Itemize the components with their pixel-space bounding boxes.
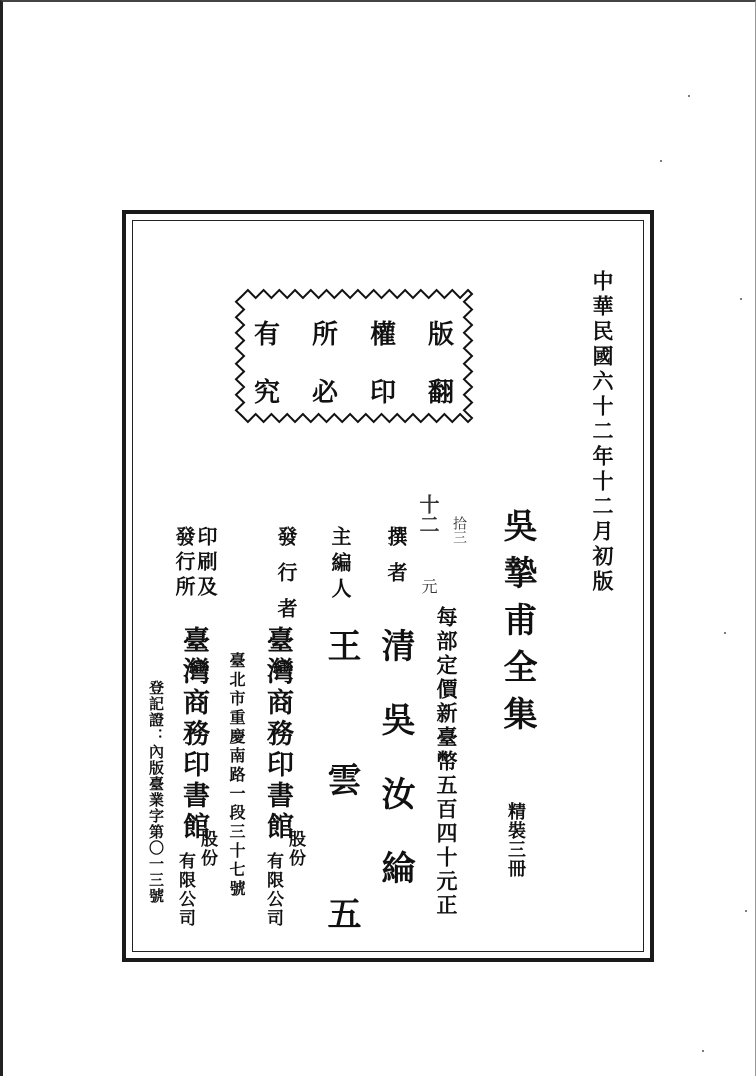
handwritten-note: 元	[419, 578, 438, 594]
stamp-row-bottom	[254, 372, 454, 409]
stamp-char: 必	[311, 378, 338, 408]
publisher-suffix-top: 股份	[285, 830, 305, 868]
author-name: 清吳汝綸	[375, 628, 415, 924]
printer-name: 臺灣商務印書館	[178, 626, 209, 843]
editor-name: 王雲五	[321, 628, 361, 1030]
stamp-char: 翻	[427, 378, 454, 408]
copyright-stamp	[234, 288, 474, 424]
handwritten-note: 拾三	[451, 516, 467, 544]
publisher-suffix-bottom: 有限公司	[263, 852, 283, 928]
printer-label-2: 發行所	[172, 526, 196, 601]
scan-speck	[724, 632, 726, 634]
stamp-row-top	[254, 314, 454, 351]
stamp-char: 權	[369, 320, 396, 350]
scan-speck	[688, 95, 690, 97]
stamp-char: 有	[254, 320, 281, 350]
author-label: 撰者	[384, 526, 408, 598]
registration-number: 登記證：內版臺業字第〇一三號	[147, 680, 165, 904]
price-line: 每部定價新臺幣五百四十元正	[434, 606, 459, 918]
publisher-name: 臺灣商務印書館	[262, 626, 293, 843]
publisher-address: 臺北市重慶南路一段三十七號	[227, 652, 246, 899]
handwritten-note: 十二	[416, 494, 440, 534]
binding-note: 精裝三冊	[505, 802, 526, 878]
scan-speck	[702, 1050, 704, 1052]
stamp-char: 印	[369, 378, 396, 408]
edition-date: 中華民國六十二年十二月初版	[590, 270, 615, 595]
book-title: 吳摯甫全集	[497, 508, 537, 743]
printer-suffix-bottom: 有限公司	[175, 852, 195, 928]
stamp-char: 所	[311, 320, 338, 350]
printer-label-1: 印刷及	[194, 526, 218, 601]
publisher-label: 發行者	[274, 526, 298, 634]
printer-suffix-top: 股份	[197, 830, 217, 868]
editor-label: 主編人	[328, 526, 352, 604]
stamp-char: 究	[254, 378, 281, 408]
scan-speck	[660, 160, 662, 162]
stamp-char: 版	[427, 320, 454, 350]
scan-speck	[740, 298, 742, 300]
scan-speck	[745, 910, 747, 912]
